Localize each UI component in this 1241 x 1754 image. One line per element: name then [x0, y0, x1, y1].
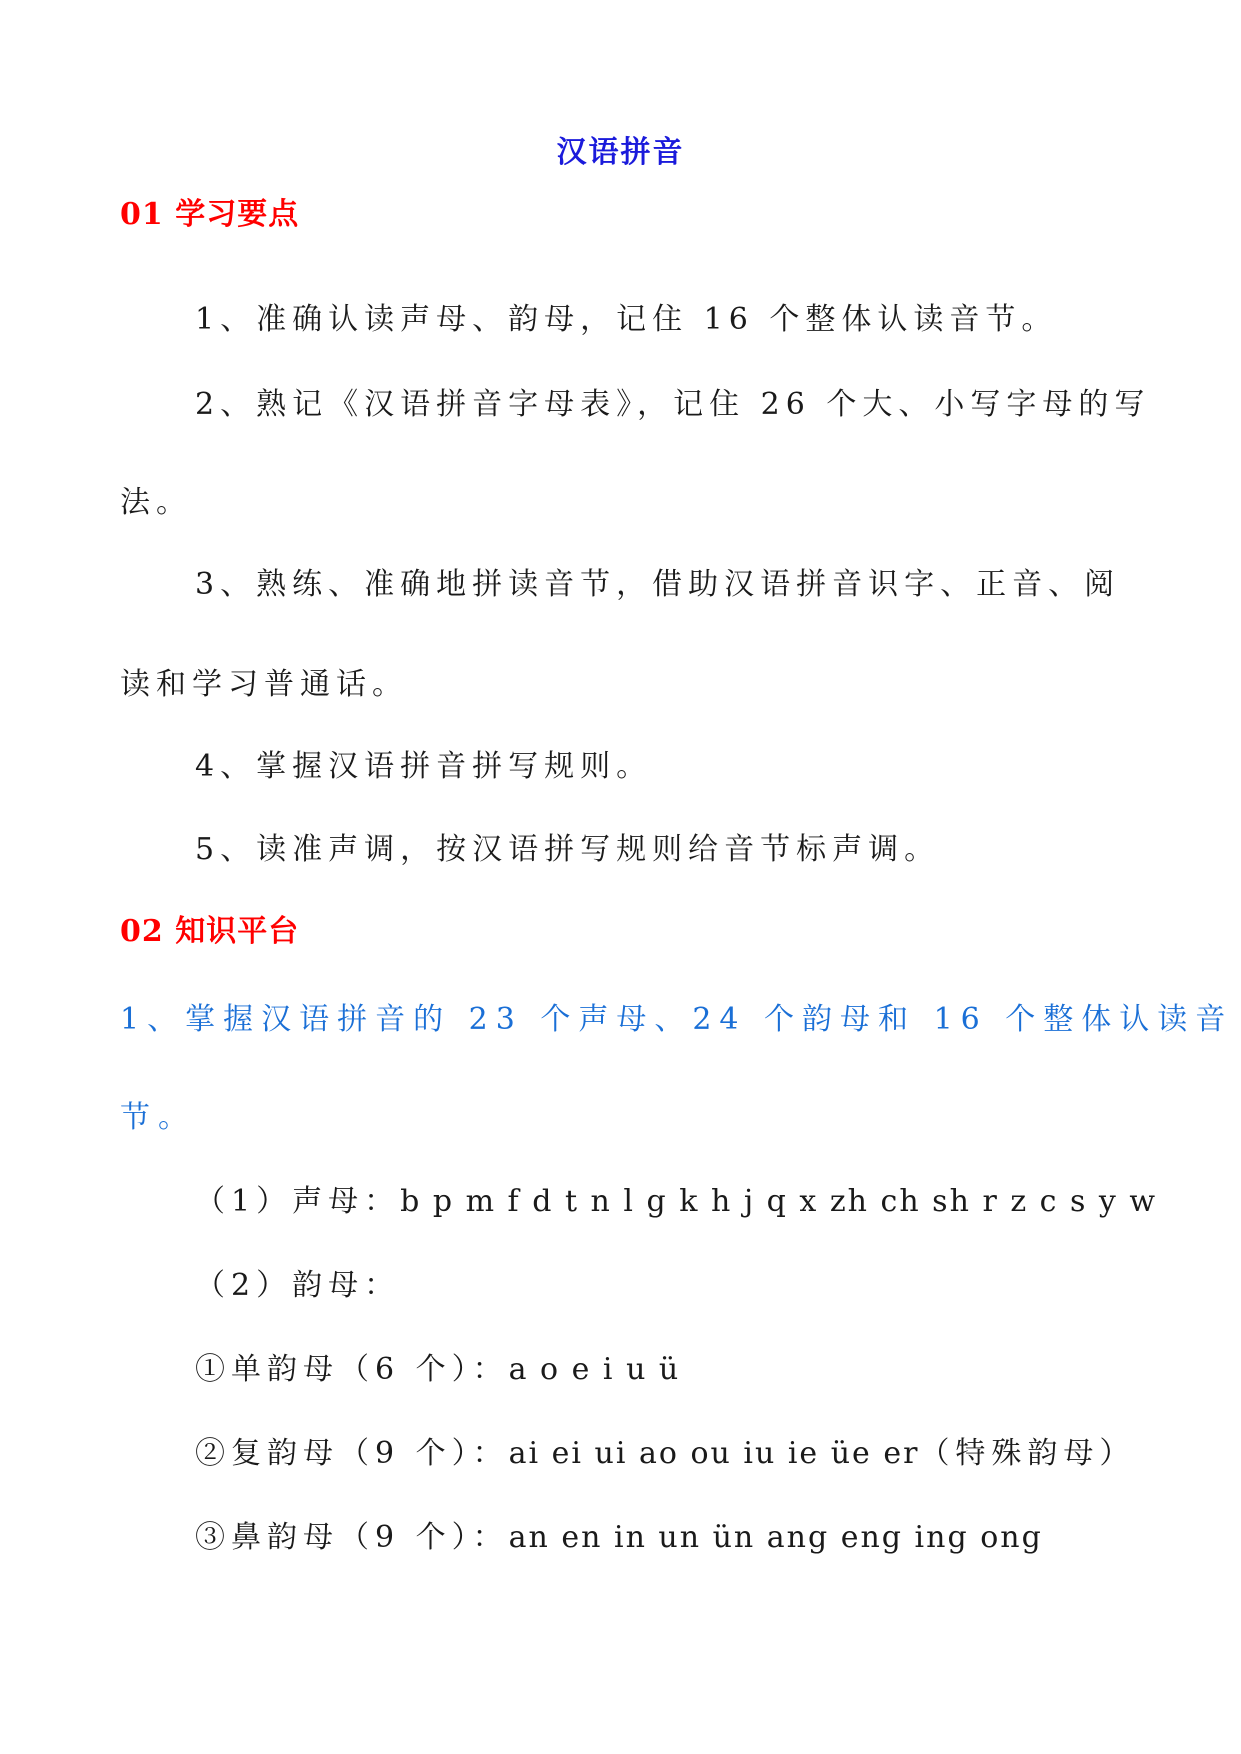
nasal-finals-row: [195, 1518, 1043, 1558]
simple-finals-label: ①单韵母（6 个）：: [195, 1352, 509, 1387]
initials-label: （1）声母：: [195, 1184, 401, 1219]
compound-finals-row: [195, 1434, 1135, 1474]
study-point-2-continued: 法。: [120, 485, 192, 520]
finals-label: （2）韵母：: [195, 1268, 401, 1303]
section-heading-study-points: 01 学习要点: [120, 197, 300, 232]
knowledge-subheading-continued: 节。: [120, 1100, 196, 1135]
study-point-3: 3、熟练、准确地拼读音节，借助汉语拼音识字、正音、阅: [195, 567, 1121, 602]
nasal-finals-list: an en in un ün ang eng ing ong: [508, 1520, 1043, 1555]
page-title: 汉语拼音: [556, 135, 685, 170]
compound-finals-list: ai ei ui ao ou iu ie üe er: [508, 1436, 920, 1471]
study-point-5: 5、读准声调，按汉语拼写规则给音节标声调。: [195, 832, 941, 867]
simple-finals-list: a o e i u ü: [508, 1352, 681, 1387]
study-point-4: 4、掌握汉语拼音拼写规则。: [195, 749, 653, 784]
nasal-finals-label: ③鼻韵母（9 个）：: [195, 1520, 509, 1555]
section-heading-knowledge-platform: 02 知识平台: [120, 914, 300, 949]
study-point-2: 2、熟记《汉语拼音字母表》，记住 26 个大、小写字母的写: [195, 387, 1151, 422]
knowledge-subheading: 1、掌握汉语拼音的 23 个声母、24 个韵母和 16 个整体认读音: [120, 1002, 1234, 1037]
compound-finals-label: ②复韵母（9 个）：: [195, 1436, 509, 1471]
initials-row: [195, 1182, 1157, 1222]
study-point-1: 1、准确认读声母、韵母，记住 16 个整体认读音节。: [195, 302, 1058, 337]
study-point-3-continued: 读和学习普通话。: [120, 667, 408, 702]
compound-finals-note: （特殊韵母）: [919, 1436, 1136, 1471]
simple-finals-row: [195, 1350, 680, 1390]
initials-list: b p m f d t n l g k h j q x zh ch sh r z c s y w: [400, 1184, 1158, 1219]
